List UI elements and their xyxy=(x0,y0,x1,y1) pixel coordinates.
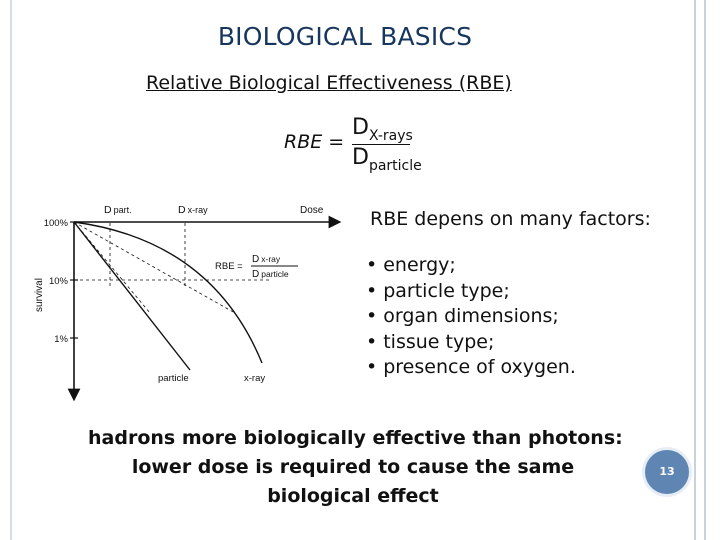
rbe-formula-denominator: $D_{particle}$ xyxy=(352,145,422,174)
particle-curve xyxy=(74,222,190,370)
factors-list xyxy=(366,253,576,381)
diagram-rbe-denominator: D particle xyxy=(252,269,289,280)
diagonal-guide-2 xyxy=(74,222,235,313)
slide-title: BIOLOGICAL BASICS xyxy=(217,22,473,51)
y-tick-label-1: 1% xyxy=(54,334,68,345)
right-frame-line-outer xyxy=(704,0,706,540)
slide-subtitle: Relative Biological Effectiveness (RBE) xyxy=(146,72,512,94)
factors-heading: RBE depens on many factors: xyxy=(370,208,651,230)
list-item: • presence of oxygen. xyxy=(366,355,576,381)
particle-curve-label: particle xyxy=(158,373,189,384)
y-tick-label-10: 10% xyxy=(48,276,68,287)
y-tick-label-100: 100% xyxy=(43,218,68,229)
y-axis-label: survival xyxy=(34,278,45,312)
left-frame-line xyxy=(10,0,12,540)
conclusion-line: hadrons more biologically effective than photons: xyxy=(88,427,623,449)
list-item: • organ dimensions; xyxy=(366,304,576,330)
conclusion-line: biological effect xyxy=(267,485,439,507)
rbe-formula-label: RBE = xyxy=(284,131,345,153)
conclusion-text xyxy=(88,424,623,511)
rbe-formula-numerator: $D_{X-rays}$ xyxy=(352,115,413,144)
d-part-label: D part. xyxy=(104,204,132,216)
list-item: • energy; xyxy=(366,253,576,279)
page-number-badge: 13 xyxy=(645,450,689,494)
xray-curve-label: x-ray xyxy=(244,373,266,384)
survival-dose-diagram xyxy=(30,195,360,410)
diagram-rbe-label: RBE = xyxy=(215,261,243,272)
right-frame-line xyxy=(694,0,696,540)
diagram-rbe-numerator: D x-ray xyxy=(252,254,281,265)
dose-label: Dose xyxy=(300,205,324,216)
conclusion-line: lower dose is required to cause the same xyxy=(131,456,575,478)
list-item: • tissue type; xyxy=(366,330,576,356)
list-item: • particle type; xyxy=(366,279,576,305)
d-xray-label: D x-ray xyxy=(178,204,208,216)
